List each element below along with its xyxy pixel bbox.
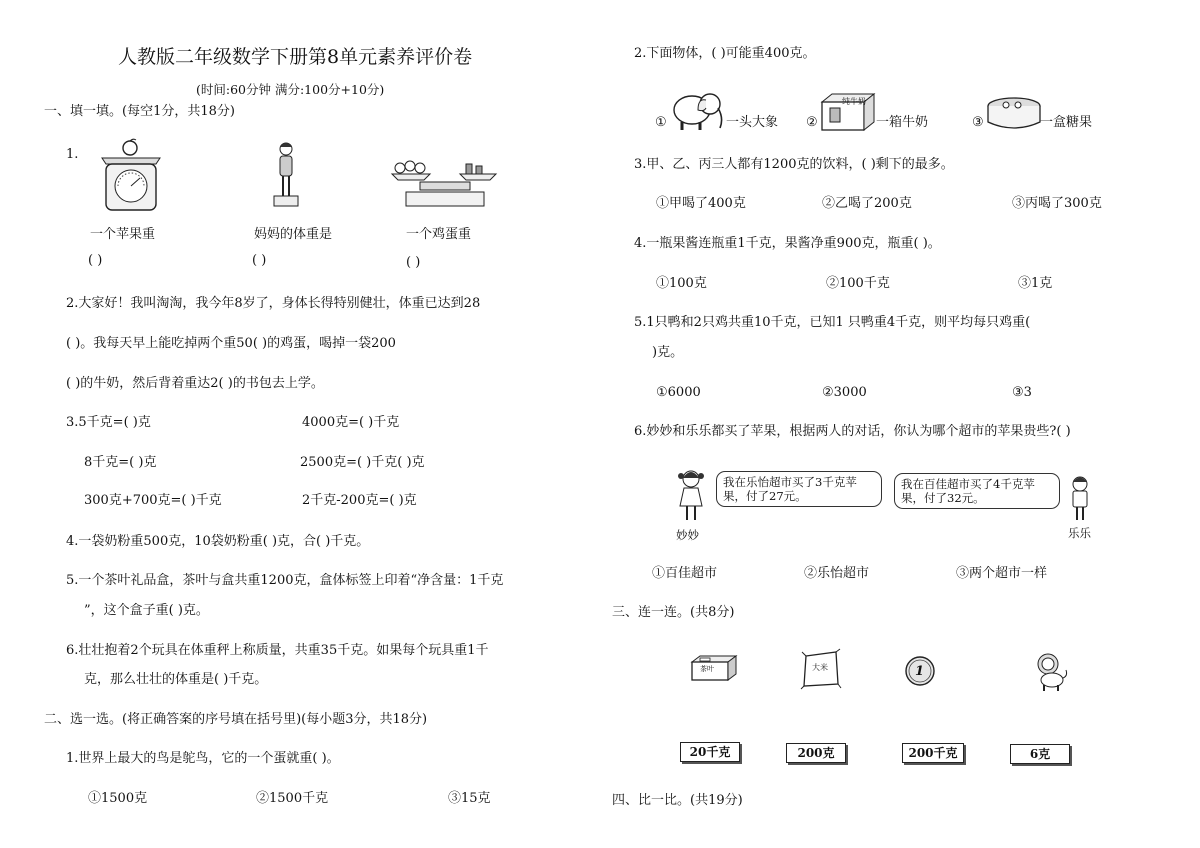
q1-1-number: 1.	[66, 147, 79, 162]
q2-5-line-1: 5.1只鸭和2只鸡共重10千克，已知1 只鸭重4千克，则平均每只鸡重(	[634, 315, 1031, 330]
q1-3-item-4: 2500克=( )千克( )克	[300, 455, 425, 470]
match-box-6g[interactable]: 6克	[1010, 744, 1070, 764]
miaomiao-speech-bubble: 我在乐怡超市买了3千克苹果，付了27元。	[716, 471, 882, 507]
q2-1-option-2[interactable]: ②1500千克	[256, 791, 329, 806]
egg-weight-label: 一个鸡蛋重	[406, 227, 472, 242]
q2-1-text: 1.世界上最大的鸟是鸵鸟，它的一个蛋就重( )。	[66, 751, 340, 766]
q2-3-text: 3.甲、乙、丙三人都有1200克的饮料，( )剩下的最多。	[634, 157, 954, 172]
q2-5-line-2: )克。	[652, 345, 684, 360]
boy-lele-image	[1068, 476, 1092, 524]
coin-value: 1	[915, 664, 925, 679]
q1-3-item-3: 8千克=( )克	[84, 455, 157, 470]
q2-2-option-3-marker[interactable]: ③	[972, 115, 984, 130]
tea-box-label: 茶叶	[700, 665, 714, 673]
mother-answer-blank[interactable]: ( )	[252, 253, 267, 268]
q2-2-option-1-marker[interactable]: ①	[655, 115, 667, 130]
q2-5-option-3[interactable]: ③3	[1012, 385, 1032, 400]
section-3-heading: 三、连一连。(共8分)	[612, 605, 735, 620]
q2-2-option-3-label: 一盒糖果	[1040, 115, 1093, 130]
q2-2-text: 2.下面物体，( )可能重400克。	[634, 46, 816, 61]
section-2-heading: 二、选一选。(将正确答案的序号填在括号里)(每小题3分，共18分)	[44, 712, 428, 727]
section-4-heading: 四、比一比。(共19分)	[612, 793, 743, 808]
q2-2-option-1-label: 一头大象	[726, 115, 779, 130]
candy-box-image	[986, 96, 1042, 132]
miaomiao-name: 妙妙	[676, 528, 699, 542]
q2-3-option-2[interactable]: ②乙喝了200克	[822, 196, 912, 211]
q1-5-line-1: 5.一个茶叶礼品盒，茶叶与盒共重1200克，盒体标签上印着“净含量：1千克	[66, 573, 504, 588]
page-title: 人教版二年级数学下册第8单元素养评价卷	[118, 46, 473, 68]
q2-3-option-3[interactable]: ③丙喝了300克	[1012, 196, 1102, 211]
mother-weight-label: 妈妈的体重是	[254, 227, 333, 242]
tea-box-image	[690, 654, 738, 682]
q2-2-option-2-label: 一箱牛奶	[876, 115, 929, 130]
lele-name: 乐乐	[1068, 526, 1091, 540]
q1-3-item-6: 2千克-200克=( )克	[302, 493, 417, 508]
q2-6-option-3[interactable]: ③两个超市一样	[956, 566, 1048, 581]
rice-bag-label: 大米	[812, 663, 828, 672]
q2-5-option-2[interactable]: ②3000	[822, 385, 867, 400]
q1-3-item-5: 300克+700克=( )千克	[84, 493, 222, 508]
q2-1-option-1[interactable]: ①1500克	[88, 791, 148, 806]
q1-3-item-1: 3.5千克=( )克	[66, 415, 151, 430]
q2-5-option-1[interactable]: ①6000	[656, 385, 701, 400]
apple-answer-blank[interactable]: ( )	[88, 253, 103, 268]
exam-info: (时间:60分钟 满分:100分+10分)	[196, 82, 385, 97]
lele-speech-bubble: 我在百佳超市买了4千克苹果，付了32元。	[894, 473, 1060, 509]
apple-weight-label: 一个苹果重	[90, 227, 156, 242]
girl-miaomiao-image	[676, 470, 706, 524]
elephant-image	[670, 88, 726, 132]
lion-toy-image	[1034, 652, 1068, 692]
apple-scale-image	[98, 140, 168, 218]
section-1-heading: 一、填一填。(每空1分，共18分)	[44, 104, 235, 119]
q1-4-text: 4.一袋奶粉重500克，10袋奶粉重( )克，合( )千克。	[66, 534, 370, 549]
egg-balance-image	[390, 158, 500, 210]
q2-6-text: 6.妙妙和乐乐都买了苹果，根据两人的对话，你认为哪个超市的苹果贵些?( )	[634, 424, 1071, 439]
q2-4-option-2[interactable]: ②100千克	[826, 276, 890, 291]
q2-2-option-2-marker[interactable]: ②	[806, 115, 818, 130]
q2-6-option-1[interactable]: ①百佳超市	[652, 566, 718, 581]
milk-box-label: 纯牛奶	[842, 97, 866, 106]
q2-4-text: 4.一瓶果酱连瓶重1千克，果酱净重900克，瓶重( )。	[634, 236, 941, 251]
q1-2-line-2: ( )。我每天早上能吃掉两个重50( )的鸡蛋，喝掉一袋200	[66, 336, 396, 351]
q1-2-line-3: ( )的牛奶，然后背着重达2( )的书包去上学。	[66, 376, 324, 391]
q2-3-option-1[interactable]: ①甲喝了400克	[656, 196, 746, 211]
match-box-200kg[interactable]: 200千克	[902, 743, 964, 763]
egg-answer-blank[interactable]: ( )	[406, 255, 421, 270]
q1-3-item-2: 4000克=( )千克	[302, 415, 400, 430]
q2-1-option-3[interactable]: ③15克	[448, 791, 491, 806]
q2-4-option-1[interactable]: ①100克	[656, 276, 707, 291]
q2-4-option-3[interactable]: ③1克	[1018, 276, 1053, 291]
q1-5-line-2: ”，这个盒子重( )克。	[84, 603, 209, 618]
q1-6-line-2: 克，那么壮壮的体重是( )千克。	[84, 672, 268, 687]
q1-6-line-1: 6.壮壮抱着2个玩具在体重秤上称质量，共重35千克。如果每个玩具重1千	[66, 643, 489, 658]
match-box-200g[interactable]: 200克	[786, 743, 846, 763]
match-box-20kg[interactable]: 20千克	[680, 742, 740, 762]
mother-on-scale-image	[268, 140, 308, 212]
q1-2-line-1: 2.大家好！我叫淘淘，我今年8岁了，身体长得特别健壮，体重已达到28	[66, 296, 481, 311]
q2-6-option-2[interactable]: ②乐怡超市	[804, 566, 870, 581]
